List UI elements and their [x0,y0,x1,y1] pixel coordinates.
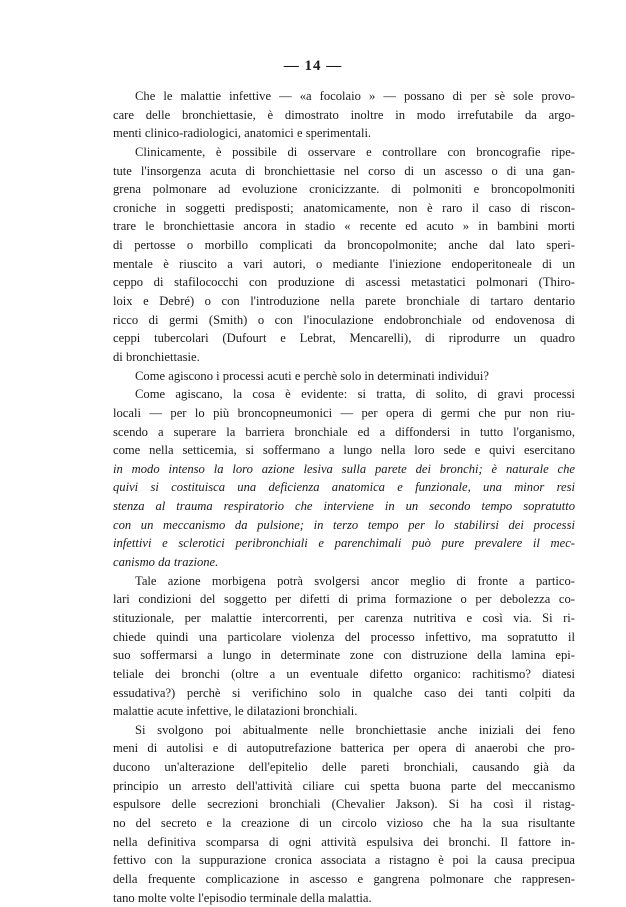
text-line: care delle bronchiettasie, è dimostrato inoltre in modo irrefutabile da argo- [113,107,575,122]
text-line: locali — per lo più broncopneumonici — per opera di germi che pur non riu- [113,405,575,420]
text-line: ducono un'alterazione dell'epitelio delle pareti bronchiali, causando già da [113,760,575,775]
text-line: croniche in soggetti predisposti; anatomicamente, non è raro il caso di riscon- [113,200,575,215]
text-line: teliale dei bronchi (oltre a un eventuale difetto organico: rachitismo? diatesi [113,666,575,681]
text-line: principio un arresto dell'attività ciliare cui spetta buona parte del meccanismo [113,778,575,793]
text-line: Tale azione morbigena potrà svolgersi ancor meglio di fronte a partico- [135,573,575,588]
text-line: tano molte volte l'episodio terminale della malattia. [113,890,372,905]
text-line: espulsore delle secrezioni bronchiali (Chevalier Jakson). Si ha così il ristag- [113,797,575,812]
text-line: scendo a superare la barriera bronchiale ed a diffondersi in tutto l'organismo, [113,424,575,439]
text-line: stenza al trauma respiratorio che interviene in un secondo tempo sopratutto [113,499,575,514]
text-line: tute l'insorgenza acuta di bronchiettasie nel corso di un ascesso o di una gan- [113,163,575,178]
text-line: loix e Debré) o con l'introduzione nella parete bronchiale di tartaro dentario [113,294,575,309]
text-line: di pertosse o morbillo complicati da broncopolmonite; anche dal lato speri- [113,238,575,253]
text-line: menti clinico-radiologici, anatomici e sperimentali. [113,126,372,141]
text-line: ceppo di stafilococchi con produzione di ascessi metastatici polmonari (Thiro- [113,275,575,290]
text-line: con un meccanismo da pulsione; in terzo tempo per lo stabilirsi dei processi [113,517,575,532]
text-line: Si svolgono poi abitualmente nelle bronchiettasie anche iniziali dei feno [135,722,575,737]
text-line: canismo da trazione. [113,555,219,570]
text-line: stituzionale, per malattie intercorrenti, per carenza nutritiva e così via. Si ri- [113,610,575,625]
text-line: chiede quindi una particolare violenza del processo infettivo, ma sopratutto il [113,629,575,644]
text-line: mentale è riuscito a vari autori, o mediante l'iniezione endoperitoneale di un [113,256,575,271]
text-line: in modo intenso la loro azione lesiva sulla parete dei bronchi; è naturale che [113,461,575,476]
page-number: — 14 — [283,58,343,74]
text-line: di bronchiettasie. [113,349,200,364]
text-line: Come agiscano, la cosa è evidente: si tratta, di solito, di gravi processi [135,387,575,402]
text-line: malattie acute infettive, le dilatazioni bronchiali. [113,704,358,719]
text-line: infettivi e sclerotici peribronchiali e parenchimali può pure prevalere il mec- [113,536,575,551]
text-line: essudativa?) perchè si verifichino solo in qualche caso dei tanti colpiti da [113,685,575,700]
text-line: nella definitiva scomparsa di ogni attività espulsiva dei bronchi. Il fattore in- [113,834,575,849]
text-line: ricco di germi (Smith) o con l'inoculazione endobronchiale od endovenosa di [113,312,575,327]
text-line: trare le bronchiettasie ancora in stadio « recente ed acuto » in bambini morti [113,219,575,234]
text-line: grena polmonare ad evoluzione cronicizzante. di polmoniti e broncopolmoniti [113,182,575,197]
text-line: lari condizioni del soggetto per difetti di prima formazione o per debolezza co- [113,592,575,607]
text-line: Che le malattie infettive — «a focolaio » — possano di per sè sole provo- [135,89,575,103]
text-line: meni di autolisi e di autoputrefazione batterica per opera di anaerobi che pro- [113,741,575,756]
text-line: quivi si costituisca una deficienza anatomica e funzionale, una minor resi [113,480,575,495]
text-line: come nella setticemia, si soffermano a lungo nella loro sede e quivi esercitano [113,443,575,458]
text-line: suo soffermarsi a lungo in determinate zone con distruzione della lamina epi- [113,648,575,663]
text-line: della frequente complicazione in ascesso e gangrena polmonare che rappresen- [113,871,575,886]
text-line: fettivo con la suppurazione cronica associata a ristagno è poi la causa precipua [113,853,575,868]
body-text [113,87,575,907]
text-line: Clinicamente, è possibile di osservare e controllare con broncografie ripe- [135,144,575,159]
text-line: ceppi tubercolari (Dufourt e Lebrat, Mencarelli), di riprodurre un quadro [113,331,575,346]
text-line: no del secreto e la creazione di un circolo vizioso che ha la sua risultante [113,815,575,830]
text-line: Come agiscono i processi acuti e perchè solo in determinati individui? [135,368,489,383]
